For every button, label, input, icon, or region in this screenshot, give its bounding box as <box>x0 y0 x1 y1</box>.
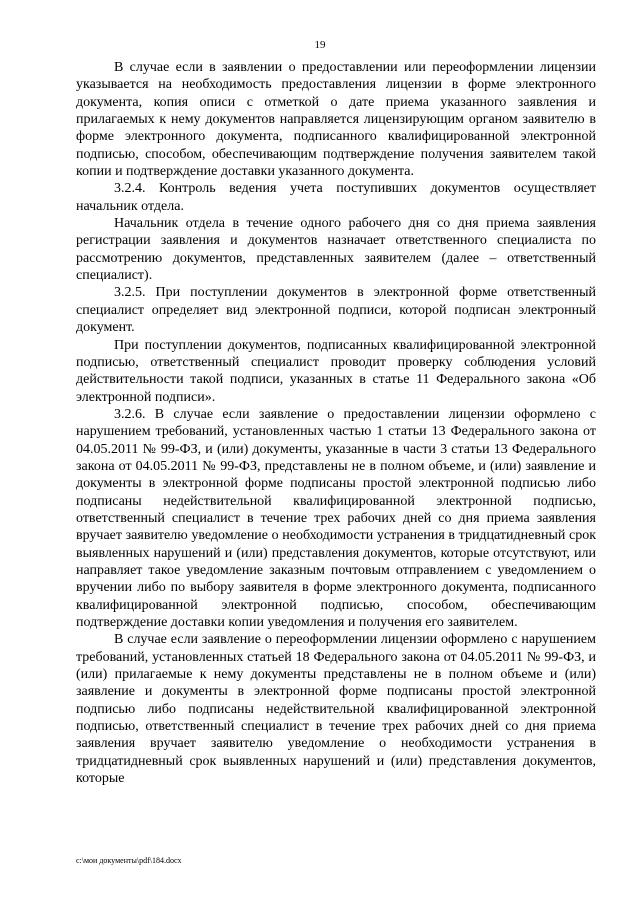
footer-file-path: c:\мои документы\pdf\184.docx <box>76 856 182 865</box>
paragraph-electronic-copy-notice: В случае если в заявлении о предоставлении или переоформлении лицензии указывается на необходимость предоставления лицензии в форме электронного документа, копия описи с отметкой о дате приема указанного заявления и прилагаемых к нему документов направляется лицензирующим органом заявителю в форме электронного документа, подписанного квалифицированной электронной подписью, способом, обеспечивающим подтверждение получения заявителем такой копии и подтверждение доставки указанного документа. <box>76 60 596 180</box>
document-body <box>76 59 596 787</box>
paragraph-reissue-violations: В случае если заявление о переоформлении лицензии оформлено с нарушением требований, установленных статьей 18 Федерального закона от 04.05.2011 № 99-ФЗ, и (или) прилагаемые к нему документы представлены не в полном объеме и (или) заявление и документы в электронной форме подписаны простой электронной подписью либо подписаны недействительной квалифицированной электронной подписью, ответственный специалист в течение трех рабочих дней со дня приема заявления вручает заявителю уведомление о необходимости устранения в тридцатидневный срок выявленных нарушений и (или) представления документов, которые <box>76 632 596 787</box>
paragraph-signature-check: При поступлении документов, подписанных квалифицированной электронной подписью, ответственный специалист проводит проверку соблюдения условий действительности такой подписи, указанных в статье 11 Федерального закона «Об электронной подписи». <box>76 337 596 405</box>
page-number: 19 <box>314 39 326 51</box>
paragraph-3-2-5: 3.2.5. При поступлении документов в электронной форме ответственный специалист определяет вид электронной подписи, которой подписан электронный документ. <box>76 285 596 336</box>
paragraph-3-2-4: 3.2.4. Контроль ведения учета поступивших документов осуществляет начальник отдела. <box>76 181 596 214</box>
paragraph-3-2-6: 3.2.6. В случае если заявление о предоставлении лицензии оформлено с нарушением требований, установленных частью 1 статьи 13 Федерального закона от 04.05.2011 № 99-ФЗ, и (или) документы, указанные в части 3 статьи 13 Федерального закона от 04.05.2011 № 99-ФЗ, представлены не в полном объеме, и (или) заявление и документы в электронной форме подписаны простой электронной подписью либо подписаны недействительной квалифицированной электронной подписью, ответственный специалист в течение трех рабочих дней со дня приема заявления вручает заявителю уведомление о необходимости устранения в тридцатидневный срок выявленных нарушений и (или) представления документов, которые отсутствуют, или направляет такое уведомление заказным почтовым отправлением с уведомлением о вручении либо по выбору заявителя в форме электронного документа, подписанного квалифицированной электронной подписью, способом, обеспечивающим подтверждение доставки копии уведомления и получения его заявителем. <box>76 406 596 630</box>
paragraph-head-of-department: Начальник отдела в течение одного рабочего дня со дня приема заявления регистрации заявления и документов назначает ответственного специалиста по рассмотрению документов, представленных заявителем (далее – ответственный специалист). <box>76 216 596 284</box>
